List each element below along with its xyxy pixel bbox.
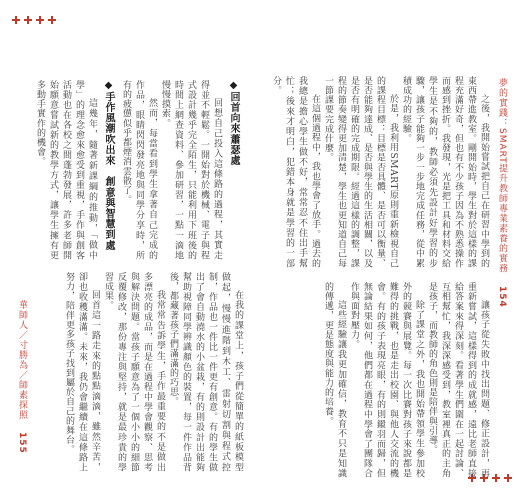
right-page-book-title: 夢的實踐：SMART提升教師專業素養的實務 — [497, 78, 507, 274]
section-heading: ◆回首向來蕭瑟處 — [228, 80, 239, 166]
paragraph: 之後，我開始嘗試把自己在研習中學到的東西帶進教室。剛開始時，學生對於這樣的課程充滿好奇，但也有不少孩子因為不熟悉操作而感到挫折。我發現，光是把工具和材料交給學生是不夠的，教師必須先設計好學習的步驟，讓孩子能夠一步一步地完成任務，從中累積成功的經驗。 — [401, 76, 489, 268]
paragraph: 於是，我利用SMART原則重新檢視自己的課程目標：目標是否具體、是否可以衡量、是否能夠達成、是否與學生的生活相關，以及是否有明確的完成期限。經過這樣的調整，課程的節奏變得更加清楚，學生也更知道自己每一節課要完成什麼。 — [323, 76, 398, 268]
paragraph: 讓孩子從失敗中找出問題、修正設計，再重新嘗試，這樣得到的成就感，遠比老師直接給答案來得深刻。看著學生們圍在一起討論、互相幫忙，我深深感受到，教室裡真正的主角是孩子，而教師的角色則是陪伴與引導。 — [427, 282, 489, 478]
paragraph: 在這個過程中，我也學會了放手。過去的我總是擔心學生做不好，常常忍不住出手幫忙；後來才明白，犯錯本身就是學習的一部分。 — [271, 76, 320, 268]
paragraph: 回首這一路走來的點點滴滴，雖然辛苦，卻也收穫滿滿。未來，我仍會繼續在這條路上努力，陪伴更多孩子找到屬於自己的舞台。 — [64, 272, 100, 472]
red-cross-ornament-icon — [10, 14, 60, 26]
paragraph: 除了課堂之外，我也開始帶領學生參加校外的競賽與展覽。每一次比賽對孩子來說都是難得的挑戰，也是走出校園、與他人交流的機會。有的孩子表現亮眼，有的則鎩羽而歸，但無論結果如何，他們都在過程中學會了團隊合作與面對壓力。 — [349, 282, 424, 478]
section-heading: ◆手作風潮吹出來 創意與智慧到處 — [103, 80, 114, 251]
paragraph: 這幾年，隨著新課綱的推動，「做中學」的理念愈來愈受到重視，手作與創客活動也在各校之間蓬勃發展，許多老師開始願意嘗試新的教學方式，讓學生擁有更多動手實作的機會。 — [35, 80, 97, 260]
left-page-book-title: 華師人／寸勝為／師素探照 — [17, 300, 27, 420]
left-page-lower-tier — [40, 272, 244, 472]
paragraph: 在我的課堂上，孩子們從簡單的紙板模型做起，慢慢進階到木工、雷射切割與程式控制，作品也一件比一件更有創意。有的學生做出了會自動澆水的小盆栽，有的則設計出能夠幫助視障同學辨識顏色的裝置，每一件作品背後，都藏著孩子們滿滿的巧思。 — [168, 272, 243, 472]
right-page-upper-tier — [271, 76, 490, 268]
left-page-number: 155 — [17, 431, 27, 454]
paragraph: 然而，每當看到學生拿著自己完成的作品，眼睛閃閃發亮地與同學分享時，所有的疲憊似乎都煙消雲散了。 — [121, 80, 157, 260]
left-page-upper-tier — [35, 80, 244, 260]
right-page-lower-tier — [276, 282, 490, 478]
right-page-running-header — [496, 78, 509, 308]
paragraph: 這些經驗讓我更加確信，教育不只是知識的傳遞，更是態度與能力的培養。 — [323, 282, 346, 478]
right-page-number: 154 — [497, 285, 507, 308]
paragraph: 回想自己投入這條路的過程，其實走得並不輕鬆。一開始對於機械、電子與程式設計幾乎完全陌生，只能利用下班後的時間上網查資料、參加研習，一點一滴地慢慢摸索。 — [160, 80, 222, 260]
left-page-running-footer — [16, 300, 29, 480]
paragraph: 我常常告訴學生，手作最重要的不是做出多漂亮的成品，而是在過程中學會觀察、思考與解決問題。當孩子願意為了一個小小的細節反覆修改，那份專注與堅持，就是最珍貴的學習成果。 — [103, 272, 165, 472]
